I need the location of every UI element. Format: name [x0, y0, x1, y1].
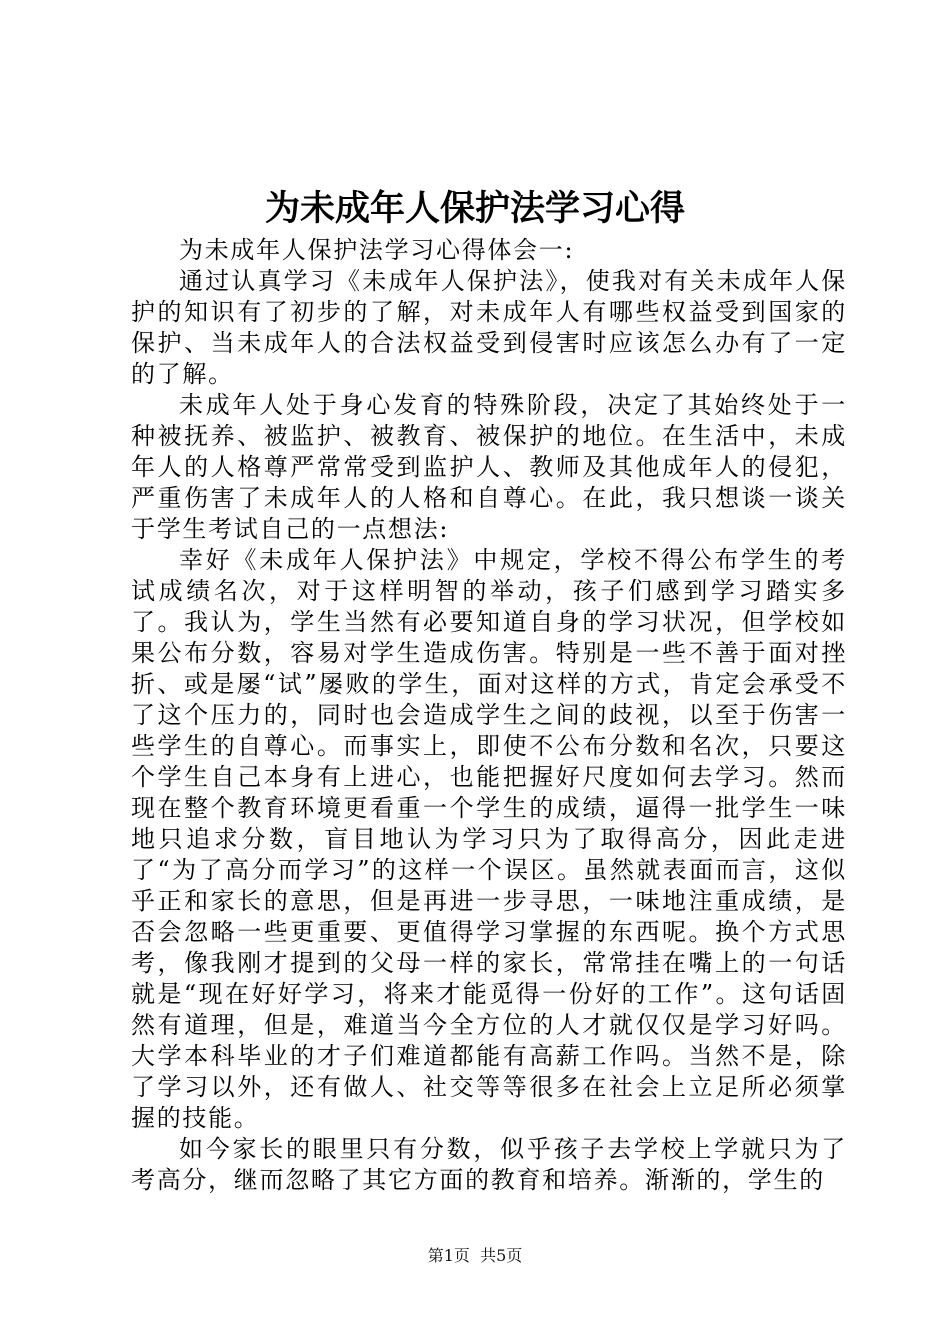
page-number-footer: 第1页 共5页 [427, 1246, 523, 1265]
paragraph-1: 通过认真学习《未成年人保护法》，使我对有关未成年人保护的知识有了初步的了解，对未成年人有哪些权益受到国家的保护、当未成年人的合法权益受到侵害时应该怎么办有了一定的了解。 [131, 267, 847, 388]
document-body [131, 235, 847, 1196]
paragraph-intro: 为未成年人保护法学习心得体会一: [179, 236, 575, 264]
paragraph-3: 幸好《未成年人保护法》中规定，学校不得公布学生的考试成绩名次，对于这样明智的举动，孩子们感到学习踏实多了。我认为，学生当然有必要知道自身的学习状况，但学校如果公布分数，容易对学生造成伤害。特别是一些不善于面对挫折、或是屡“试”屡败的学生，面对这样的方式，肯定会承受不了这个压力的，同时也会造成学生之间的歧视，以至于伤害一些学生的自尊心。而事实上，即使不公布分数和名次，只要这个学生自己本身有上进心，也能把握好尺度如何去学习。然而现在整个教育环境更看重一个学生的成绩，逼得一批学生一味地只追求分数，盲目地认为学习只为了取得高分，因此走进了“为了高分而学习”的这样一个误区。虽然就表面而言，这似乎正和家长的意思，但是再进一步寻思，一味地注重成绩，是否会忽略一些更重要、更值得学习掌握的东西呢。换个方式思考，像我刚才提到的父母一样的家长，常常挂在嘴上的一句话就是“现在好好学习，将来才能觅得一份好的工作”。这句话固然有道理，但是，难道当今全方位的人才就仅仅是学习好吗。大学本科毕业的才子们难道都能有高薪工作吗。当然不是，除了学习以外，还有做人、社交等等很多在社会上立足所必须掌握的技能。 [131, 546, 847, 1132]
document-title: 为未成年人保护法学习心得 [264, 188, 685, 229]
paragraph-4: 如今家长的眼里只有分数，似乎孩子去学校上学就只为了考高分，继而忽略了其它方面的教育和培养。渐渐的，学生的 [131, 1135, 847, 1194]
paragraph-2: 未成年人处于身心发育的特殊阶段，决定了其始终处于一种被抚养、被监护、被教育、被保护的地位。在生活中，未成年人的人格尊严常常受到监护人、教师及其他成年人的侵犯，严重伤害了未成年人的人格和自尊心。在此，我只想谈一谈关于学生考试自己的一点想法: [131, 391, 847, 543]
